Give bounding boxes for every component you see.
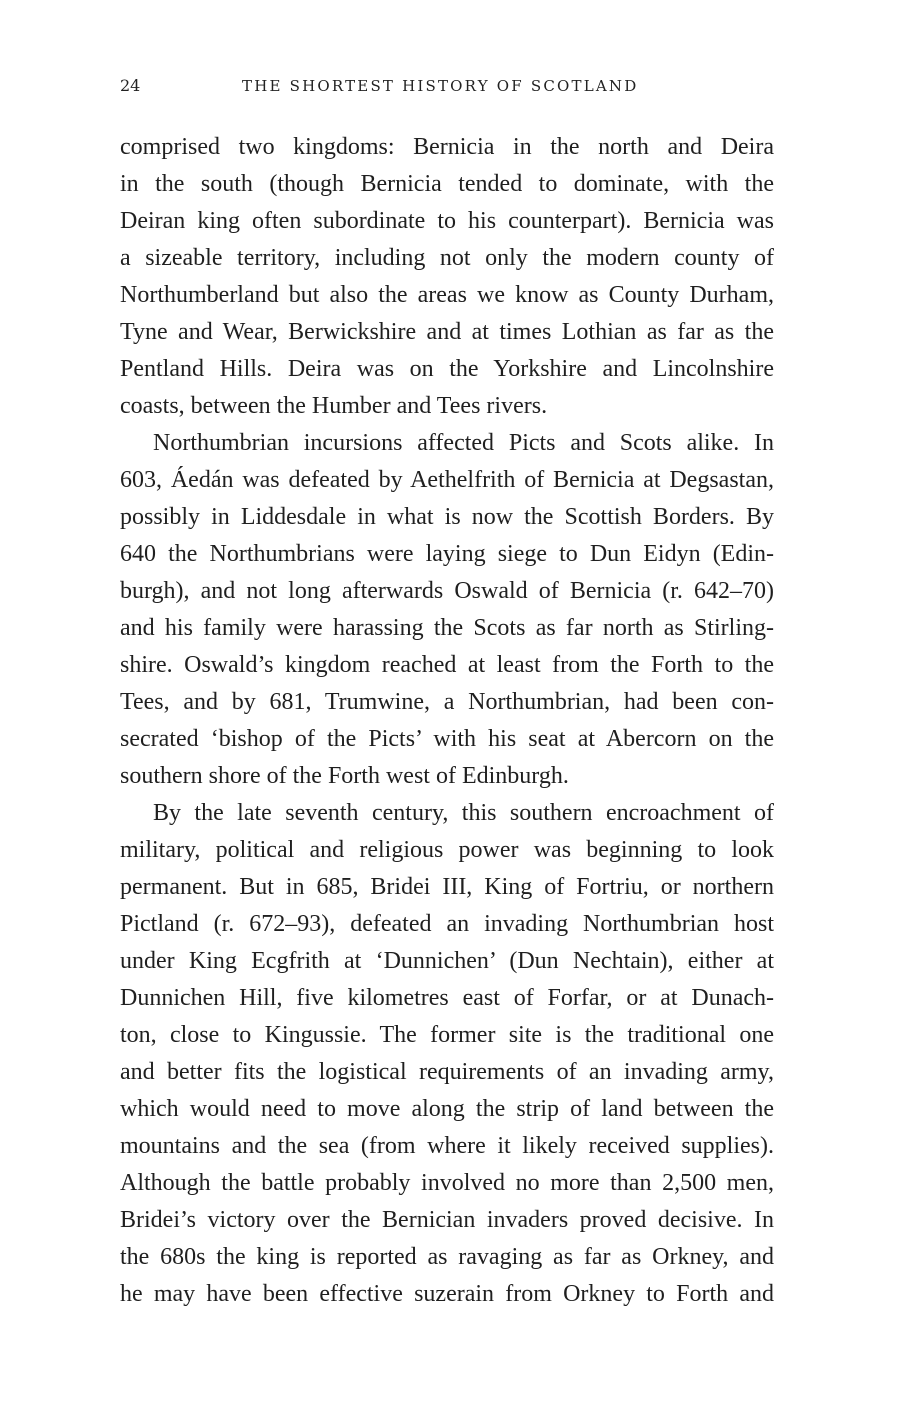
text-line: and his family were harassing the Scots as far north as Stirling-	[120, 615, 774, 641]
text-line: Although the battle probably involved no more than 2,500 men,	[120, 1170, 774, 1196]
text-line: burgh), and not long afterwards Oswald of Bernicia (r. 642–70)	[120, 578, 774, 604]
text-line: possibly in Liddesdale in what is now the Scottish Borders. By	[120, 504, 774, 530]
running-head	[120, 74, 780, 104]
text-line: mountains and the sea (from where it likely received supplies).	[120, 1133, 774, 1159]
text-line: permanent. But in 685, Bridei III, King of Fortriu, or northern	[120, 874, 774, 900]
text-line: Tyne and Wear, Berwickshire and at times Lothian as far as the	[120, 319, 774, 345]
text-line: Pentland Hills. Deira was on the Yorkshire and Lincolnshire	[120, 356, 774, 382]
text-line: By the late seventh century, this southern encroachment of	[153, 800, 774, 826]
text-line: under King Ecgfrith at ‘Dunnichen’ (Dun Nechtain), either at	[120, 948, 774, 974]
paragraph-3	[120, 795, 774, 1313]
text-line: military, political and religious power was beginning to look	[120, 837, 774, 863]
paragraph-2	[120, 425, 774, 795]
text-line: Bridei’s victory over the Bernician invaders proved decisive. In	[120, 1207, 774, 1233]
text-line: ton, close to Kingussie. The former site is the traditional one	[120, 1022, 774, 1048]
text-line: 640 the Northumbrians were laying siege to Dun Eidyn (Edin-	[120, 541, 774, 567]
page-number: 24	[120, 76, 141, 95]
text-line: and better fits the logistical requirements of an invading army,	[120, 1059, 774, 1085]
text-line: coasts, between the Humber and Tees rivers.	[120, 393, 548, 419]
running-title: THE SHORTEST HISTORY OF SCOTLAND	[242, 77, 639, 95]
text-line: Deiran king often subordinate to his counterpart). Bernicia was	[120, 208, 774, 234]
text-line: he may have been effective suzerain from Orkney to Forth and	[120, 1281, 774, 1307]
text-line: in the south (though Bernicia tended to dominate, with the	[120, 171, 774, 197]
text-line: Pictland (r. 672–93), defeated an invading Northumbrian host	[120, 911, 774, 937]
text-line: 603, Áedán was defeated by Aethelfrith of Bernicia at Degsastan,	[120, 467, 774, 493]
body-text	[120, 129, 774, 1313]
text-line: which would need to move along the strip of land between the	[120, 1096, 774, 1122]
text-line: Northumbrian incursions affected Picts and Scots alike. In	[153, 430, 774, 456]
paragraph-1	[120, 129, 774, 425]
text-line: shire. Oswald’s kingdom reached at least from the Forth to the	[120, 652, 774, 678]
text-line: comprised two kingdoms: Bernicia in the north and Deira	[120, 134, 774, 160]
text-line: Tees, and by 681, Trumwine, a Northumbrian, had been con-	[120, 689, 774, 715]
text-line: southern shore of the Forth west of Edinburgh.	[120, 763, 569, 789]
text-line: Dunnichen Hill, five kilometres east of Forfar, or at Dunach-	[120, 985, 774, 1011]
text-line: the 680s the king is reported as ravaging as far as Orkney, and	[120, 1244, 774, 1270]
text-line: Northumberland but also the areas we know as County Durham,	[120, 282, 774, 308]
text-line: secrated ‘bishop of the Picts’ with his seat at Abercorn on the	[120, 726, 774, 752]
text-line: a sizeable territory, including not only the modern county of	[120, 245, 774, 271]
